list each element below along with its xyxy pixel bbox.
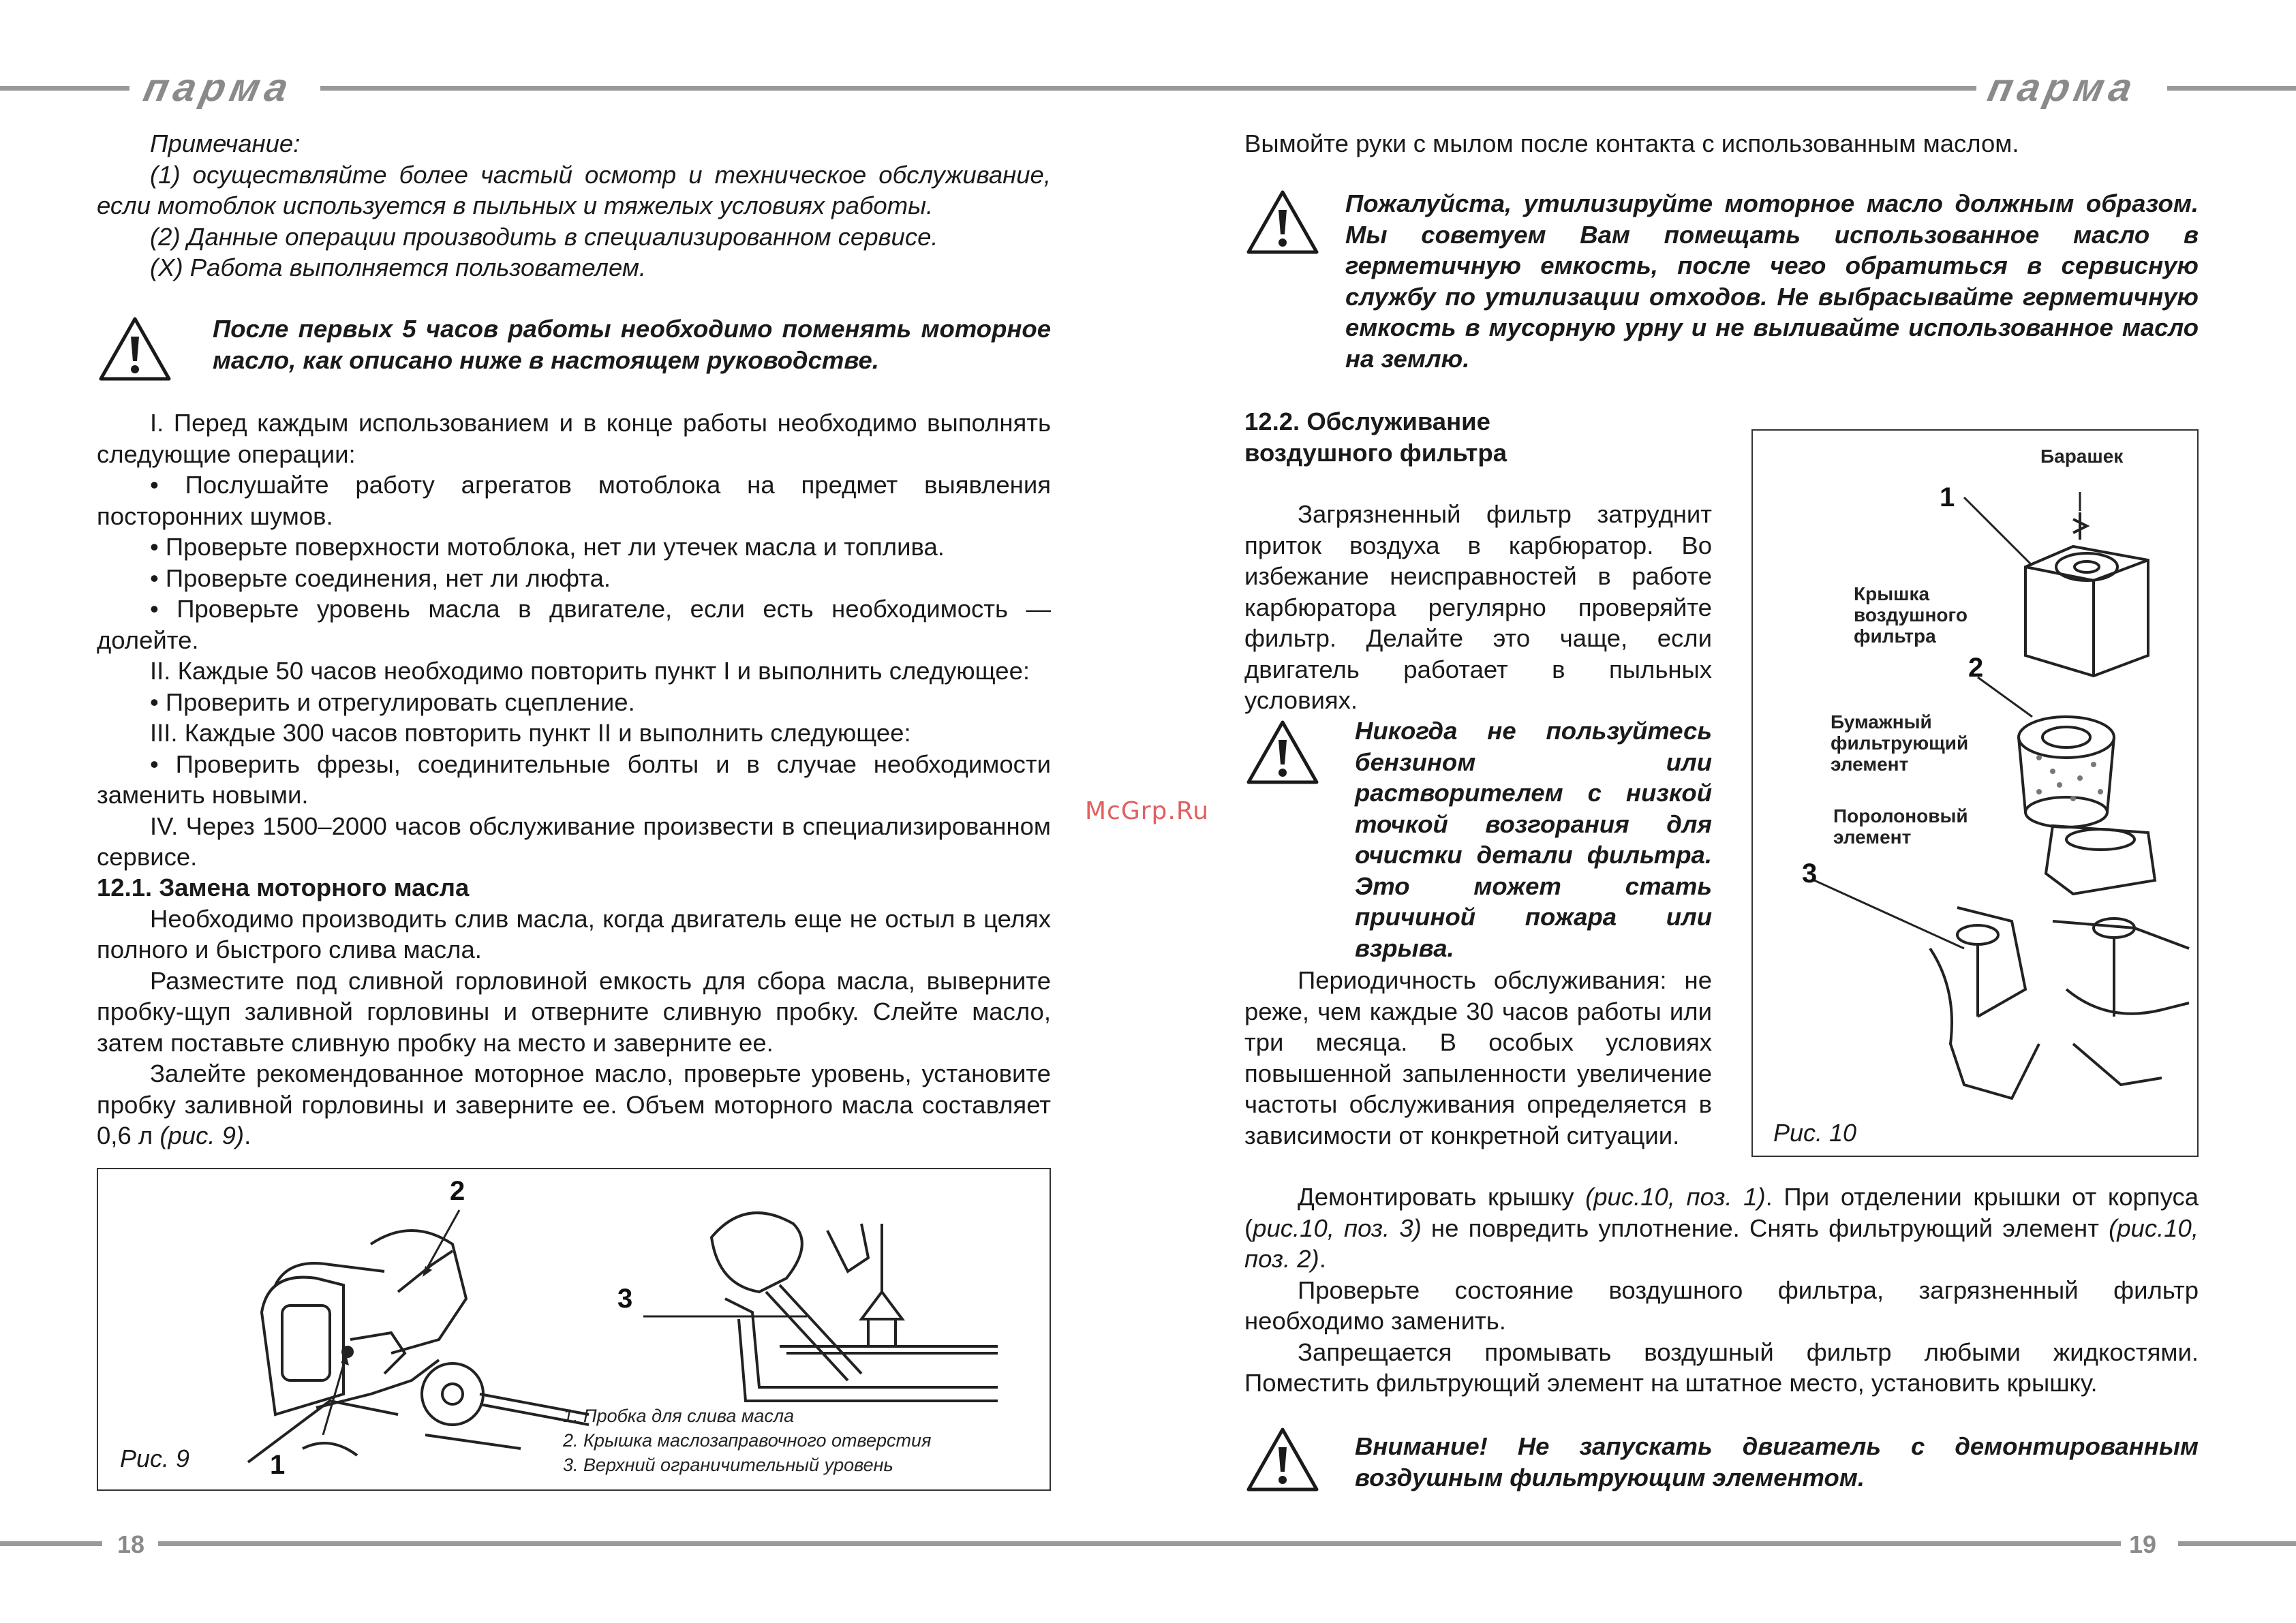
footer-rule-left (0, 1541, 102, 1546)
warning-text-engine-start: Внимание! Не запускать двигатель с демонтированным воздушным фильтрующим элементом. (1355, 1432, 2199, 1491)
dismantle-para (1244, 1181, 2199, 1275)
maintenance-bullet-3: • Проверьте соединения, нет ли люфта. (150, 563, 611, 592)
fig10-label-wingnut: Барашек (2040, 446, 2124, 467)
note-item-2: (2) Данные операции производить в специализированном сервисе. (150, 222, 938, 251)
right-periodicity (1244, 965, 1712, 1151)
maintenance-bullet-5: • Проверить и отрегулировать сцепление. (150, 687, 635, 716)
warning-text-oil-change: После первых 5 часов работы необходимо поменять моторное масло, как описано ниже в настоящем руководстве. (213, 315, 1051, 374)
header-rule-left-a (0, 86, 129, 91)
dismantle-text-end: . (1319, 1245, 1326, 1273)
oil-para-3 (97, 1058, 1051, 1151)
page-number-left: 18 (117, 1530, 145, 1558)
right-wash-line: Вымойте руки с мылом после контакта с использованным маслом. (1244, 129, 2019, 157)
note-item-x: (X) Работа выполняется пользователем. (150, 253, 647, 281)
section-title-filter-2: воздушного фильтра (1244, 438, 1507, 467)
oil-para-3-text: Залейте рекомендованное моторное масло, проверьте уровень, установите пробку заливной горловины и заверните ее. Объем моторного масла составляет 0,6 л (97, 1060, 1051, 1149)
left-oil-section (97, 872, 1051, 1151)
filter-para-1: Загрязненный фильтр затруднит приток воздуха в карбюратор. Во избежание неисправностей в работе карбюратора регулярно проверяйте фильтр. Делайте это чаще, если двигатель работает в пыльных условиях. (1244, 500, 1712, 714)
fig9-callout-1: 1 (270, 1450, 286, 1480)
check-filter-para: Проверьте состояние воздушного фильтра, загрязненный фильтр необходимо заменить. (1244, 1276, 2199, 1335)
fig9-callout-2: 2 (450, 1176, 465, 1206)
fig10-ref-3: рис.10, поз. 3) (1253, 1214, 1422, 1242)
fig10-air-filter-drawing (1753, 431, 2197, 1156)
fig10-ref-1: (рис.10, поз. 1) (1585, 1183, 1766, 1211)
fig10-label: Рис. 10 (1773, 1119, 1857, 1147)
maintenance-III: III. Каждые 300 часов повторить пункт II и выполнить следующее: (150, 719, 911, 747)
fig9-caption-1: 1. Пробка для слива масла (563, 1406, 795, 1426)
maintenance-bullet-2: • Проверьте поверхности мотоблока, нет ли утечек масла и топлива. (150, 533, 945, 561)
note-item-1: (1) осуществляйте более частый осмотр и техническое обслуживание, если мотоблок используется в пыльных и тяжелых условиях работы. (97, 160, 1051, 219)
figure-10 (1751, 429, 2199, 1157)
fig10-label-paper-element: Бумажный фильтрующий элемент (1831, 711, 1969, 775)
fig9-caption-3: 3. Верхний ограничительный уровень (563, 1455, 893, 1475)
page-number-right: 19 (2129, 1530, 2157, 1558)
warning-text-disposal: Пожалуйста, утилизируйте моторное масло должным образом. Мы советуем Вам помещать использованное масло в герметичную емкость, после чего обратиться в сервисную службу по утилизации отходов. Не выбрасывайте герметичную емкость в мусорную урну и не выливайте использованное масло на землю. (1345, 189, 2199, 373)
fig9-label: Рис. 9 (120, 1444, 190, 1472)
oil-para-2: Разместите под сливной горловиной емкость для сбора масла, выверните пробку-щуп заливной горловины и отверните сливную пробку. Слейте масло, затем поставьте сливную пробку на место и заверните ее. (97, 966, 1051, 1057)
header-rule-center (320, 86, 1976, 91)
footer-rule-right (2178, 1541, 2296, 1546)
fig9-caption-2: 2. Крышка маслозаправочного отверстия (563, 1430, 932, 1451)
fig10-ref-2: (рис.10, поз. 2) (1244, 1214, 2199, 1273)
note-title: Примечание: (150, 129, 301, 157)
fig10-callout-3: 3 (1802, 859, 1818, 888)
figure-9 (97, 1168, 1051, 1491)
left-maintenance-block (97, 407, 1051, 873)
fig10-callout-1: 1 (1940, 482, 1955, 512)
header-rule-right (2167, 86, 2296, 91)
fig9-caption (563, 1404, 931, 1477)
fig9-reference: (рис. 9) (159, 1122, 245, 1149)
brand-logo-left: парма (140, 65, 298, 110)
warning-icon (1244, 1425, 1321, 1494)
maintenance-II: II. Каждые 50 часов необходимо повторить пункт I и выполнить следующее: (150, 657, 1030, 685)
dismantle-text-3: не повредить уплотнение. Снять фильтрующий элемент (1421, 1214, 2109, 1242)
oil-para-1: Необходимо производить слив масла, когда двигатель еще не остыл в целях полного и быстрого слива масла. (97, 904, 1051, 963)
warning-text-solvent: Никогда не пользуйтесь бензином или растворителем с низкой точкой возгорания для очистки детали фильтра. Это может стать причиной пожара или взрыва. (1355, 717, 1712, 962)
dismantle-text-2: . При отделении крышки от корпуса ( (1244, 1183, 2199, 1242)
periodicity-para: Периодичность обслуживания: не реже, чем каждые 30 часов работы или три месяца. В особых условиях повышенной запыленности увеличение частоты обслуживания определяется в зависимости от конкретной ситуации. (1244, 966, 1712, 1149)
maintenance-I: I. Перед каждым использованием и в конце работы необходимо выполнять следующие операции: (97, 409, 1051, 468)
dismantle-text-1: Демонтировать крышку (1298, 1183, 1586, 1211)
footer-rule-center (158, 1541, 2121, 1546)
fig9-dipstick-drawing (643, 1183, 998, 1408)
watermark: McGrp.Ru (1085, 797, 1210, 825)
left-note-block (97, 128, 1051, 283)
no-washing-para: Запрещается промывать воздушный фильтр любыми жидкостями. Поместить фильтрующий элемент на штатное место, установить крышку. (1244, 1338, 2199, 1397)
warning-icon (1244, 718, 1321, 786)
warning-icon (1244, 188, 1321, 256)
oil-para-3-end: . (244, 1122, 251, 1149)
fig10-label-cover: Крышка воздушного фильтра (1854, 583, 1968, 647)
fig10-label-foam-element: Поролоновый элемент (1833, 805, 1968, 848)
maintenance-bullet-6: • Проверить фрезы, соединительные болты и в случае необходимости заменить новыми. (97, 749, 1051, 809)
maintenance-bullet-4: • Проверьте уровень масла в двигателе, если есть необходимость — долейте. (97, 595, 1051, 654)
warning-icon (97, 315, 173, 383)
maintenance-IV: IV. Через 1500–2000 часов обслуживание произвести в специализированном сервисе. (97, 812, 1051, 871)
fig10-callout-2: 2 (1968, 653, 1984, 683)
maintenance-bullet-1: • Послушайте работу агрегатов мотоблока на предмет выявления посторонних шумов. (97, 471, 1051, 530)
section-title-oil: 12.1. Замена моторного масла (97, 874, 470, 901)
brand-logo-right: парма (1984, 65, 2142, 110)
fig9-callout-3: 3 (617, 1284, 633, 1314)
section-title-filter-1: 12.2. Обслуживание (1244, 407, 1490, 435)
right-instructions (1244, 1181, 2199, 1399)
right-filter-section (1244, 406, 1712, 716)
